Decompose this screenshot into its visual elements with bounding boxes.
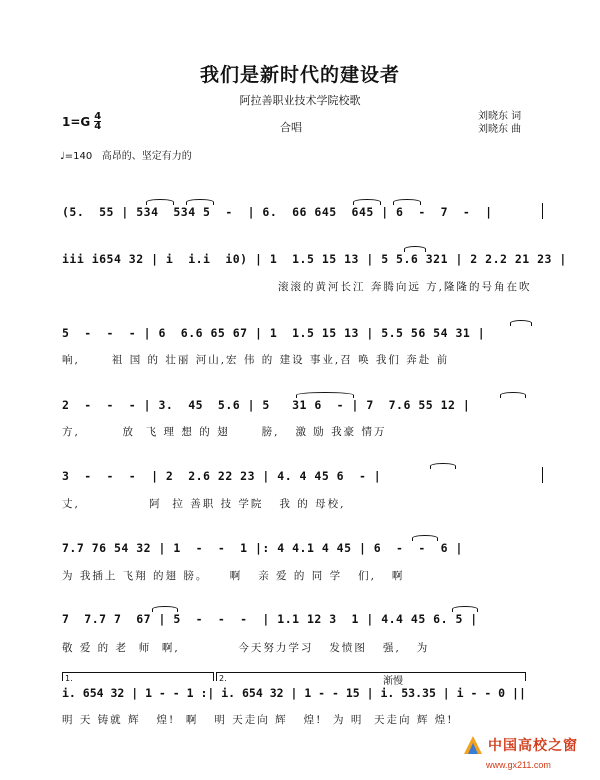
lyrics-line-2: 滚滚的黄河长江 奔腾向远 方,隆隆的号角在吹 [278,281,532,293]
slur [393,199,421,205]
tempo-marking [60,147,192,162]
slur [452,606,478,612]
notation-system-1: (5. 55 | 534 534 5 - | 6. 66 645 645 | 6 - 7 - | [62,205,493,219]
slur [500,392,526,398]
tempo-value: ♩=140 [60,151,93,162]
logo-text: 中国高校之窗 [488,738,578,754]
slur [353,199,381,205]
song-subtitle: 阿拉善职业技术学院校歌 [239,94,361,107]
slur [152,606,178,612]
meter-bottom: 4 [94,121,102,132]
key-signature [62,112,101,131]
notation-system-6: 7.7 76 54 32 | 1 - - 1 |: 4 4.1 4 45 | 6 - - 6 | [62,541,463,555]
key-label: 1=G [62,114,91,129]
slur [510,320,532,326]
volta-2-label: 2. [219,674,227,683]
meter-top: 4 [94,111,102,122]
lyrics-line-3: 响, 祖 国 的 壮丽 河山,宏 伟 的 建设 事业,召 唤 我们 奔赴 前 [62,354,450,366]
lyrics-line-4: 方, 放 飞 理 想 的 翅 膀, 激 励 我豪 情万 [62,426,387,438]
time-signature [94,112,101,131]
slur [404,246,426,252]
slur [412,535,438,541]
volta-bracket-1 [62,672,214,681]
slur [186,199,214,205]
credits [478,110,521,136]
lyrics-line-7: 敬 爱 的 老 师 啊, 今天努力学习 发愤图 强, 为 [62,642,430,654]
song-title: 我们是新时代的建设者 [199,64,400,86]
notation-system-7: 7 7.7 7 67 | 5 - - - | 1.1 12 3 1 | 4.4 45 6. 5 | [62,612,478,626]
notation-system-5: 3 - - - | 2 2.6 22 23 | 4. 4 45 6 - | [62,469,382,483]
barline [542,467,543,483]
lyrics-line-5: 丈, 阿 拉 善职 技 学院 我 的 母校, [62,498,346,510]
window-logo-icon [462,734,484,756]
notation-system-3: 5 - - - | 6 6.6 65 67 | 1 1.5 15 13 | 5.5 56 54 31 | [62,326,486,340]
notation-system-2: iii i654 32 | i i.i i0) | 1 1.5 15 13 | 5 5.6 321 | 2 2.2 21 23 | [62,252,567,266]
slur [430,463,456,469]
site-logo [462,734,578,756]
slur [296,392,354,398]
composer-credit: 刘晓东 曲 [478,124,522,135]
ritardando-marking: 渐慢 [383,676,403,687]
expression-text: 高昂的、坚定有力的 [101,151,192,162]
volta-1-label: 1. [65,674,73,683]
logo-url: www.gx211.com [486,760,551,770]
notation-system-4: 2 - - - | 3. 45 5.6 | 5 31 6 - | 7 7.6 55 12 | [62,398,471,412]
notation-system-8: i. 654 32 | 1 - - 1 :| i. 654 32 | 1 - - 15 | i. 53.35 | i - - 0 || [62,686,526,700]
slur [146,199,174,205]
lyrics-line-6: 为 我插上 飞翔 的翅 膀。 啊 亲 爱 的 同 学 们, 啊 [62,570,405,582]
lyrics-line-8: 明 天 铸就 辉 煌! 啊 明 天走向 辉 煌! 为 明 天走向 辉 煌! [62,714,454,726]
lyricist-credit: 刘晓东 词 [478,111,522,122]
volta-bracket-2 [216,672,526,681]
chorus-label: 合唱 [280,121,302,134]
barline [542,203,543,219]
